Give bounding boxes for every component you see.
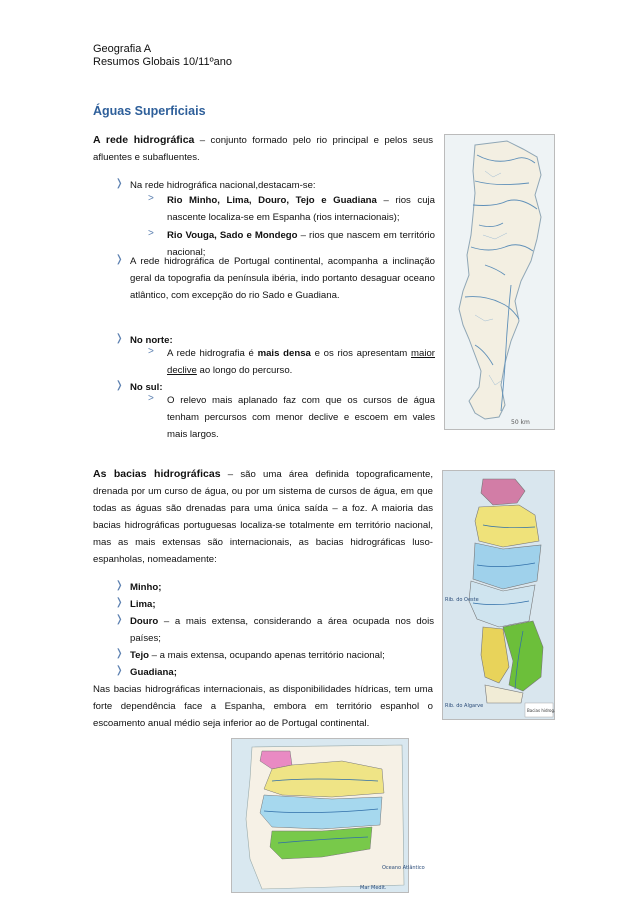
rede-bullet-1: Na rede hidrográfica nacional,destacam-se: — [130, 180, 316, 191]
document-subtitle: Resumos Globais 10/11ºano — [93, 56, 232, 68]
sub-bullet-icon: > — [148, 393, 154, 404]
sub-bullet-icon: > — [148, 193, 154, 204]
section-title: Águas Superficiais — [93, 104, 206, 118]
bacias-term: As bacias hidrográficas — [93, 468, 221, 480]
bullet-arrow-icon: ❭ — [115, 597, 124, 608]
rede-bullet-2: A rede hidrográfica de Portugal continental, acompanha a inclinação geral da topografia da península ibéria, indo portanto desaguar oceano atlântico, com excepção do rio Sado e Guadiana. — [130, 256, 435, 301]
basins-map — [442, 470, 555, 720]
north-bold: mais densa — [257, 348, 311, 359]
river-network-map-svg — [445, 135, 554, 429]
bullet-arrow-icon: ❭ — [115, 580, 124, 591]
basins-map-svg — [443, 471, 554, 719]
bullet-arrow-icon: ❭ — [115, 333, 124, 344]
bullet-arrow-icon: ❭ — [115, 254, 124, 265]
bullet-arrow-icon: ❭ — [115, 178, 124, 189]
sub-bullet-icon: > — [148, 346, 154, 357]
rede-def: – conjunto formado pelo rio principal e pelos seus afluentes e subafluentes. — [93, 135, 433, 163]
bacia-item-name: Lima; — [130, 599, 156, 610]
bullet-arrow-icon: ❭ — [115, 648, 124, 659]
bullet-arrow-icon: ❭ — [115, 614, 124, 625]
north-text-3: ao longo do percurso. — [196, 365, 293, 376]
bacia-item — [130, 664, 430, 681]
rede-sub-1b-bold: Rio Vouga, Sado e Mondego — [167, 230, 298, 241]
rede-sub-1a-rest: – rios cuja nascente localiza-se em Espanha (rios internacionais); — [167, 195, 436, 223]
rede-term: A rede hidrográfica — [93, 134, 195, 146]
map-scale-label: 50 km — [511, 419, 530, 426]
bacias-definition — [93, 466, 433, 568]
rede-sub-1a-bold: Rio Minho, Lima, Douro, Tejo e Guadiana — [167, 195, 377, 206]
bacia-item — [130, 596, 430, 613]
north-underline-1: maior — [411, 348, 435, 359]
bacia-item-desc: – a mais extensa, considerando a área ocupada nos dois países; — [130, 616, 434, 644]
north-underline-2: declive — [167, 365, 197, 376]
bacias-def: – são uma área definida topograficamente, drenada por um curso de água, ou por um sistema de cursos de água, em que todas as águas são drenadas para uma única saída – a foz. A maioria das bacias hidrográficas portuguesas localiza-se totalmente em território nacional, mas as mais extensas são internacionais, as bacias hidrográficas luso-espanholas, nomeadamente: — [93, 469, 433, 565]
north-text-1: A rede hidrografia é — [167, 348, 258, 359]
bacia-item — [130, 647, 434, 664]
rede-bullet-north: No norte: — [130, 335, 173, 346]
north-text-2: e os rios apresentam — [310, 348, 411, 359]
legend-label: Bacias hidrog. — [527, 708, 556, 713]
ocean-label: Oceano Atlântico — [382, 865, 425, 871]
bacia-item-name: Guadiana; — [130, 667, 177, 678]
rede-sub-south: O relevo mais aplanado faz com que os cursos de água tenham percursos com menor declive e escoem em vales mais largos. — [167, 395, 435, 440]
ocean-label-2: Rib. do Algarve — [445, 703, 484, 709]
bacia-item-desc: – a mais extensa, ocupando apenas território nacional; — [149, 650, 385, 661]
ocean-label-1: Rib. do Oeste — [445, 597, 479, 603]
bacias-closing: Nas bacias hidrográficas internacionais, as disponibilidades hídricas, tem uma forte dependência face a Espanha, embora em território espanhol o escoamento anual médio seja inferior ao de Portugal continental. — [93, 684, 433, 729]
river-network-map — [444, 134, 555, 430]
bullet-arrow-icon: ❭ — [115, 665, 124, 676]
bacia-item — [130, 579, 430, 596]
rede-bullet-south: No sul: — [130, 382, 163, 393]
rede-sub-1a — [167, 192, 435, 226]
bacia-item-name: Minho; — [130, 582, 162, 593]
bacia-item — [130, 613, 434, 647]
document-subject: Geografia A — [93, 43, 152, 55]
sub-bullet-icon: > — [148, 228, 154, 239]
iberia-basins-map — [231, 738, 425, 893]
rede-sub-1b-rest: – rios que nascem em território nacional; — [167, 230, 435, 258]
rede-sub-north — [167, 345, 435, 379]
bacia-item-name: Tejo — [130, 650, 150, 661]
iberia-basins-map-svg — [232, 739, 425, 892]
bacia-item-name: Douro — [130, 616, 159, 627]
sea-label: Mar Medit. — [360, 885, 387, 891]
rede-definition — [93, 132, 433, 166]
bullet-arrow-icon: ❭ — [115, 380, 124, 391]
